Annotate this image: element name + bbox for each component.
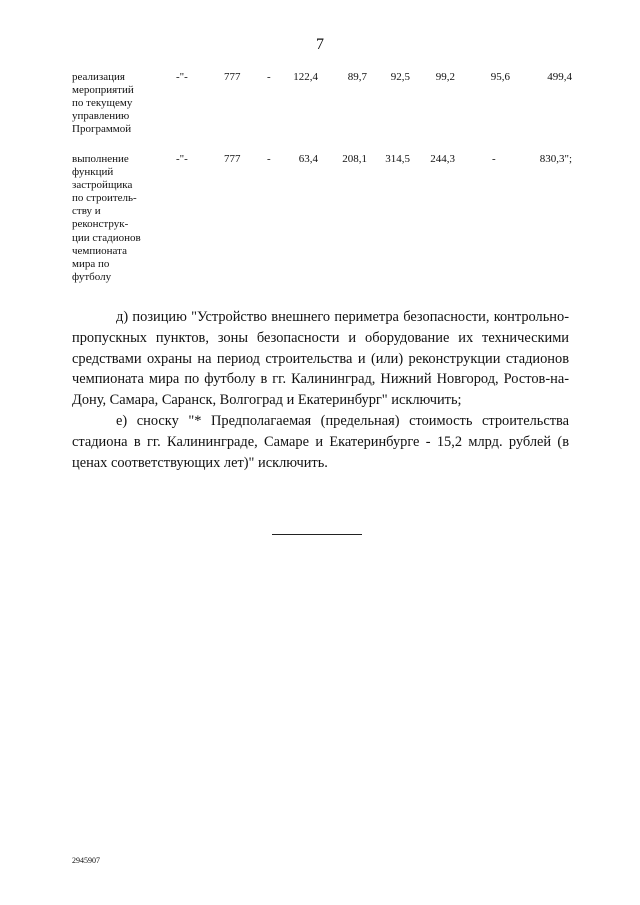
total-cell: 499,4 xyxy=(547,71,572,83)
row-name-line: застройщика xyxy=(72,179,133,192)
row-name-line: ции стадионов xyxy=(72,231,141,244)
page-number: 7 xyxy=(316,36,324,53)
row-name-line: функций xyxy=(72,166,114,179)
row-name xyxy=(72,71,168,136)
value-cell: 95,6 xyxy=(490,71,510,83)
code-cell: 777 xyxy=(224,153,241,165)
separator-line xyxy=(272,534,362,535)
row-name-line: по строитель- xyxy=(72,192,137,205)
row-name-line: мира по xyxy=(72,257,110,270)
dash-cell: - xyxy=(267,71,271,83)
value-cell: 208,1 xyxy=(342,153,367,165)
document-code: 2945907 xyxy=(72,856,100,865)
row-name-line: чемпионата xyxy=(72,244,127,257)
row-name-line: ству и xyxy=(72,205,101,218)
paragraph-e: е) сноску "* Предполагаемая (предельная) стоимость строительства стадиона в гг. Калининграде, Самаре и Екатеринбурге - 15,2 млрд. рублей (в ценах соответствующих лет)" исключить. xyxy=(72,412,569,471)
value-cell: 244,3 xyxy=(430,153,455,165)
row-name-line: мероприятий xyxy=(72,84,134,97)
dash-cell: - xyxy=(267,153,271,165)
amendment-text xyxy=(72,307,569,473)
value-cell: 89,7 xyxy=(347,71,367,83)
row-name-line: управлению xyxy=(72,110,130,123)
source-cell: -"- xyxy=(176,71,188,83)
value-cell: 92,5 xyxy=(390,71,410,83)
value-cell: 63,4 xyxy=(298,153,318,165)
row-name-line: реализация xyxy=(72,71,125,83)
source-cell: -"- xyxy=(176,153,188,165)
value-cell: 122,4 xyxy=(293,71,318,83)
table-row xyxy=(72,153,572,293)
row-name xyxy=(72,153,168,284)
row-name-line: реконструк- xyxy=(72,218,129,231)
row-name-line: выполнение xyxy=(72,153,129,165)
row-name-line: футболу xyxy=(72,270,112,283)
row-name-line: Программой xyxy=(72,123,132,136)
table-row xyxy=(72,71,572,153)
value-cell: 314,5 xyxy=(385,153,410,165)
budget-table xyxy=(72,71,572,293)
total-cell: 830,3"; xyxy=(539,153,572,165)
value-cell: 99,2 xyxy=(435,71,455,83)
code-cell: 777 xyxy=(224,71,241,83)
row-name-line: по текущему xyxy=(72,97,133,110)
value-cell: - xyxy=(492,153,496,165)
paragraph-d: д) позицию "Устройство внешнего периметра безопасности, контрольно-пропускных пунктов, зоны безопасности и оборудование их техническими средствами охраны на период строительства и (или) реконструкции стадионов чемпионата мира по футболу в гг. Калининград, Нижний Новгород, Ростов-на-Дону, Самара, Саранск, Волгоград и Екатеринбург" исключить; xyxy=(72,309,569,409)
